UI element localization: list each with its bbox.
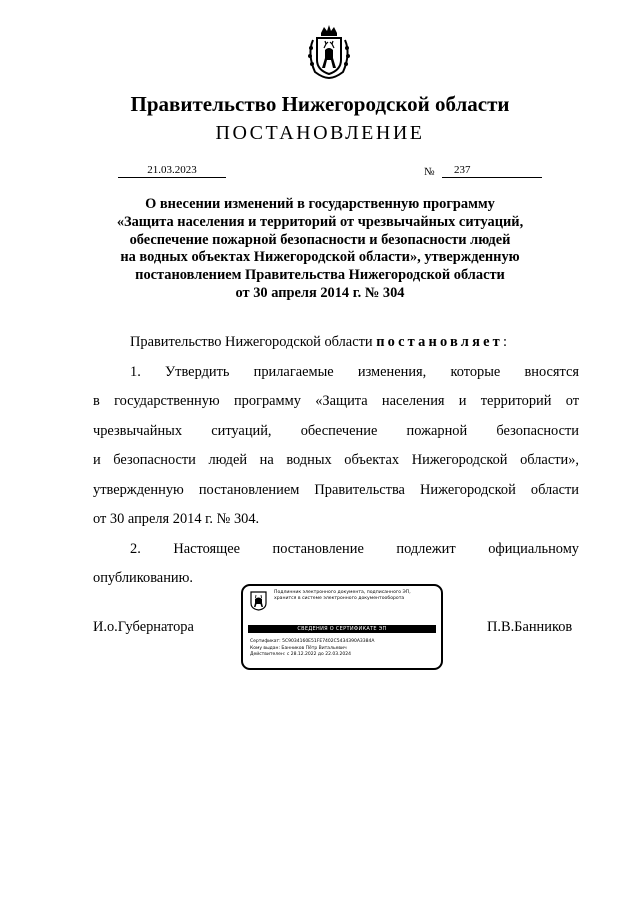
document-type: ПОСТАНОВЛЕНИЕ xyxy=(215,122,425,144)
stamp-certificate-bar: СВЕДЕНИЯ О СЕРТИФИКАТЕ ЭП xyxy=(248,625,436,633)
preamble-action: постановляет xyxy=(376,334,503,350)
preamble-end: : xyxy=(502,334,507,350)
document-number: 237 xyxy=(442,163,542,178)
stamp-header xyxy=(274,590,434,602)
stamp-valid-row xyxy=(250,652,436,659)
item2-last-line: опубликованию. xyxy=(93,570,193,586)
title-line: на водных объектах Нижегородской области», утвержденную xyxy=(120,249,520,266)
region-emblem-icon xyxy=(250,591,267,611)
electronic-signature-stamp xyxy=(241,584,443,670)
valid-label: Действителен: xyxy=(250,652,286,657)
stamp-header-line: хранится в системе электронного документооборота xyxy=(274,596,405,601)
title-line: «Защита населения и территорий от чрезвычайных ситуаций, xyxy=(116,213,524,230)
preamble-text: Правительство Нижегородской области xyxy=(130,334,373,350)
stamp-details xyxy=(250,639,436,659)
coat-of-arms-emblem xyxy=(303,24,355,80)
item1-line: чрезвычайных ситуаций, обеспечение пожарной безопасности xyxy=(93,422,579,439)
certificate-value: 5C9034160E51FE7402C5434390A3384A xyxy=(282,639,375,644)
number-sign: № xyxy=(424,166,435,178)
item1-line: утвержденную постановлением Правительства Нижегородской области xyxy=(93,481,579,498)
item1-line: и безопасности людей на водных объектах Нижегородской области», xyxy=(93,452,579,468)
document-body xyxy=(93,328,579,594)
document-title xyxy=(0,196,640,303)
title-line: постановлением Правительства Нижегородской области xyxy=(135,267,505,284)
title-line: обеспечение пожарной безопасности и безопасности людей xyxy=(129,231,511,248)
signatory-name: П.В.Банников xyxy=(487,619,573,635)
issued-to-label: Кому выдан: xyxy=(250,645,280,651)
item2-line: 2. Настоящее постановление подлежит официальному xyxy=(130,540,579,557)
item1-last-line: от 30 апреля 2014 г. № 304. xyxy=(93,511,260,527)
title-line: О внесении изменений в государственную программу xyxy=(145,196,495,212)
certificate-label: Сертификат: xyxy=(250,639,281,644)
item1-line: 1. Утвердить прилагаемые изменения, которые вносятся xyxy=(130,363,579,380)
valid-value: с 28.12.2022 до 22.03.2024 xyxy=(286,652,351,657)
preamble xyxy=(93,328,579,358)
title-line: от 30 апреля 2014 г. № 304 xyxy=(235,284,405,301)
government-name: Правительство Нижегородской области xyxy=(130,92,510,116)
stamp-header-line: Подлинник электронного документа, подписанного ЭП, xyxy=(274,590,411,595)
document-date: 21.03.2023 xyxy=(118,163,226,178)
issued-to-value: Банников Пётр Витальевич xyxy=(281,645,347,651)
item1-line: в государственную программу «Защита населения и территорий от xyxy=(93,393,579,409)
signatory-position: И.о.Губернатора xyxy=(93,619,194,635)
